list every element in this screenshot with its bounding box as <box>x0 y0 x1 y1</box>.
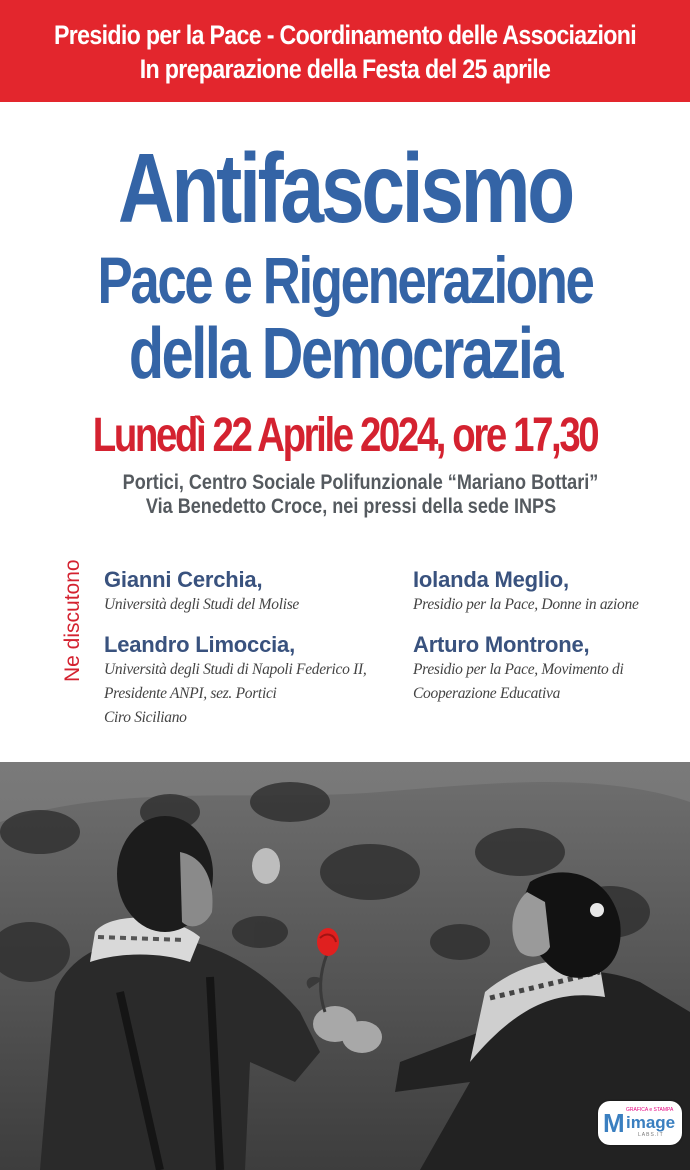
speaker-affiliation: Università degli Studi di Napoli Federico II, <box>104 661 367 678</box>
speaker-affiliation: Cooperazione Educativa <box>413 685 561 702</box>
logo-labs: LABS.IT <box>638 1132 664 1138</box>
printer-logo <box>598 1101 682 1145</box>
event-address: Via Benedetto Croce, nei pressi della sede INPS <box>145 495 557 518</box>
logo-tagline: GRAFICA e STAMPA <box>626 1107 674 1113</box>
speaker-affiliation: Presidente ANPI, sez. Portici <box>104 685 277 702</box>
speaker-affiliation: Università degli Studi del Molise <box>104 596 300 613</box>
event-date: Lunedì 22 Aprile 2024, ore 17,30 <box>92 409 598 462</box>
rock <box>252 848 280 884</box>
photo-couple-with-rose <box>0 762 690 1170</box>
banner-organizer: Presidio per la Pace - Coordinamento delle Associazioni <box>54 20 636 50</box>
speaker-affiliation: Presidio per la Pace, Movimento di <box>413 661 624 678</box>
speaker-gianni-cerchia <box>104 567 299 617</box>
speaker-iolanda-meglio <box>413 567 639 617</box>
speaker-name: Arturo Montrone, <box>413 632 590 657</box>
speaker-affiliation: Presidio per la Pace, Donne in azione <box>413 596 639 613</box>
speaker-leandro-limoccia <box>104 632 366 730</box>
title-line-2: Pace e Rigenerazione <box>97 243 593 317</box>
speaker-affiliation: Ciro Siciliano <box>104 709 187 726</box>
logo-word: image <box>626 1113 676 1132</box>
speaker-name: Leandro Limoccia, <box>104 632 295 657</box>
photo-scene <box>0 762 690 1170</box>
speaker-arturo-montrone <box>413 632 623 706</box>
speaker-name: Iolanda Meglio, <box>413 567 569 592</box>
banner-occasion: In preparazione della Festa del 25 aprile <box>139 54 551 84</box>
event-venue: Portici, Centro Sociale Polifunzionale “Mariano Bottari” <box>122 471 599 494</box>
logo-mark: M <box>603 1108 625 1138</box>
speakers-label: Ne discutono <box>61 559 84 682</box>
title-line-1: Antifascismo <box>118 133 572 243</box>
speaker-name: Gianni Cerchia, <box>104 567 263 592</box>
title-line-3: della Democrazia <box>128 314 562 394</box>
header-banner <box>0 0 690 102</box>
